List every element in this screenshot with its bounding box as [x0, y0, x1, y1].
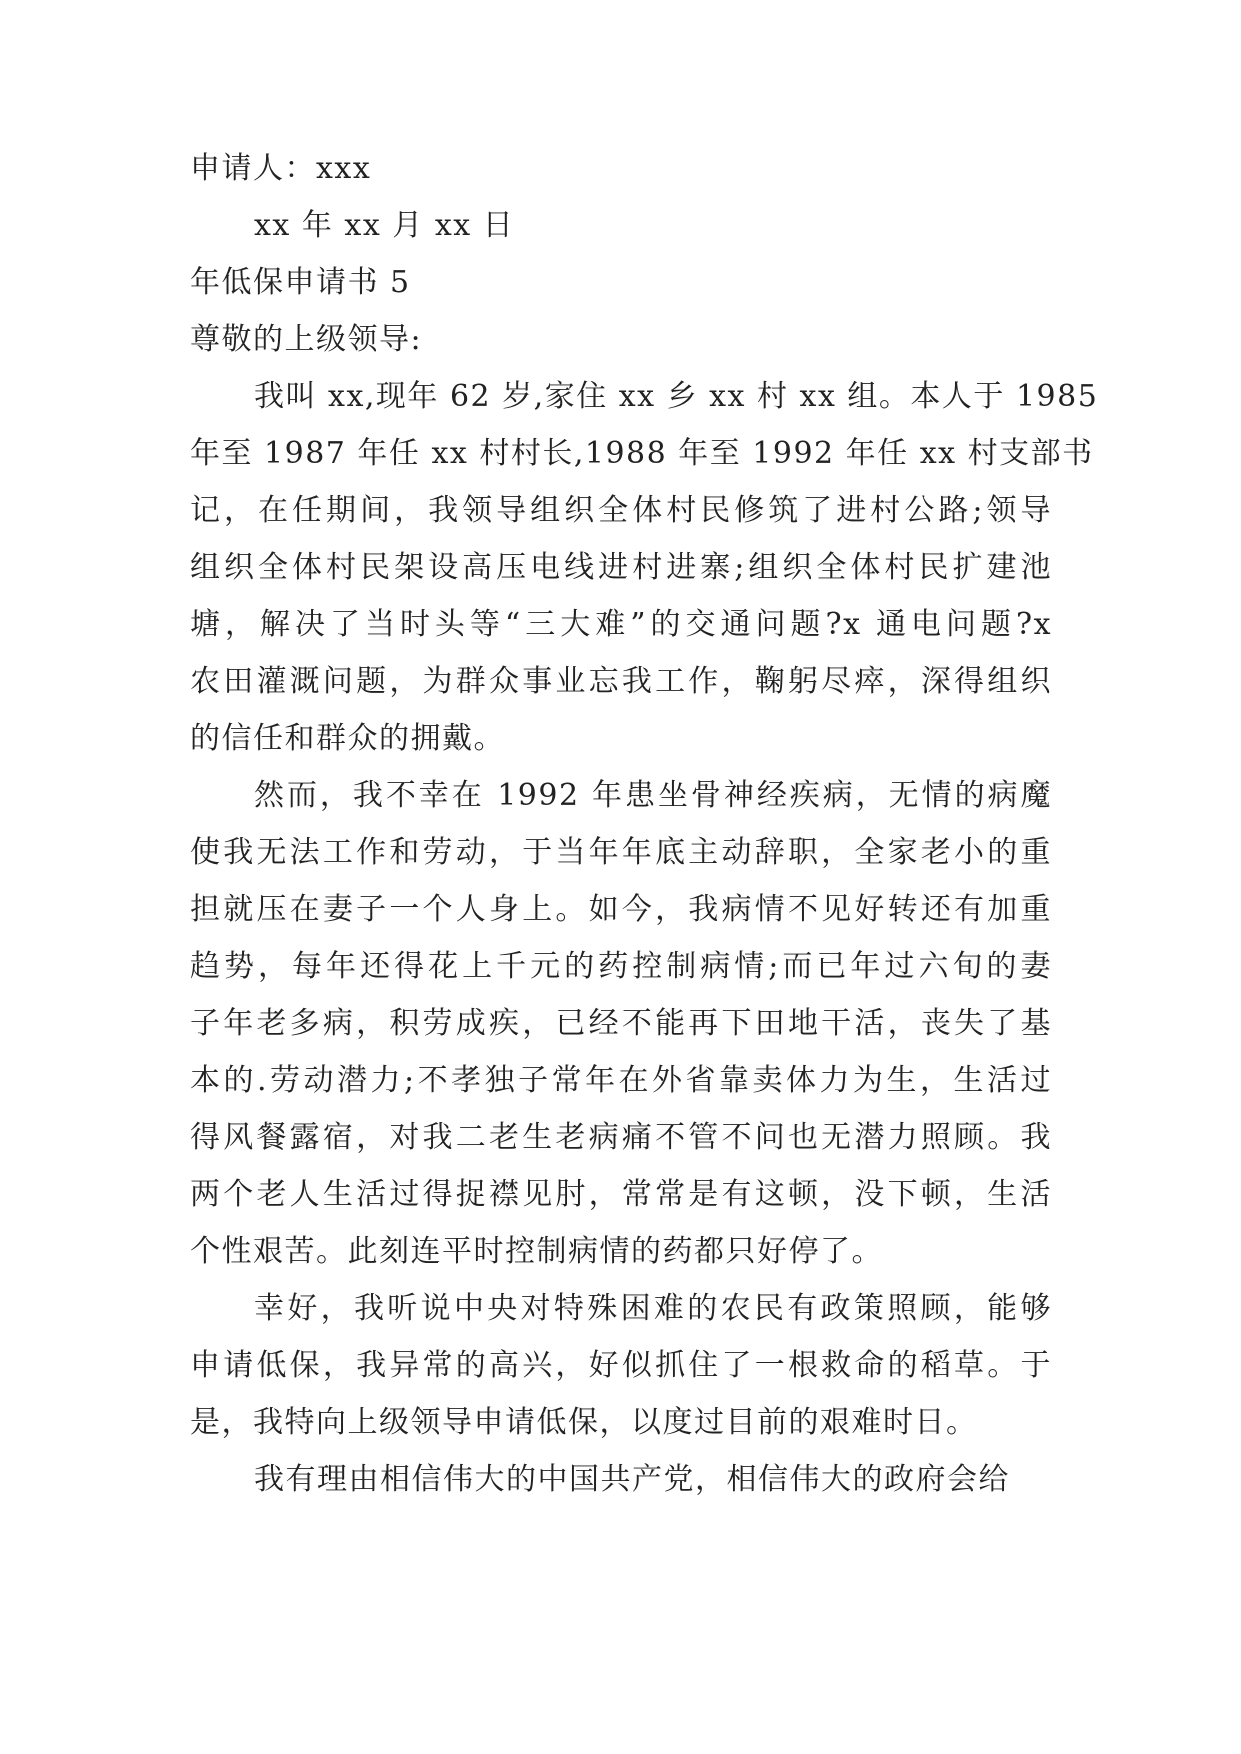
paragraph-line: 使我无法工作和劳动，于当年年底主动辞职，全家老小的重 [190, 835, 1052, 870]
document-page [190, 150, 1099, 1518]
paragraph-line: 担就压在妻子一个人身上。如今，我病情不见好转还有加重 [190, 892, 1052, 927]
body-text [190, 378, 1099, 1499]
paragraph-line: 申请低保，我异常的高兴，好似抓住了一根救命的稻草。于 [190, 1348, 1052, 1383]
paragraph [190, 1290, 1052, 1442]
document-title: 年低保申请书 5 [190, 265, 411, 300]
paragraph-line: 农田灌溉问题，为群众事业忘我工作，鞠躬尽瘁，深得组织 [190, 664, 1052, 699]
date-line: xx 年 xx 月 xx 日 [254, 208, 515, 243]
paragraph-line: 我有理由相信伟大的中国共产党，相信伟大的政府会给 [254, 1462, 1010, 1497]
paragraph-line: 我叫 xx,现年 62 岁,家住 xx 乡 xx 村 xx 组。本人于 1985 [254, 379, 1099, 414]
paragraph-line: 个性艰苦。此刻连平时控制病情的药都只好停了。 [190, 1234, 883, 1269]
paragraph-line: 的信任和群众的拥戴。 [190, 721, 505, 756]
paragraph-line: 幸好，我听说中央对特殊困难的农民有政策照顾，能够 [254, 1291, 1052, 1326]
paragraph-line: 塘，解决了当时头等“三大难”的交通问题?x 通电问题?x [190, 607, 1052, 642]
paragraph [190, 777, 1052, 1271]
paragraph-line: 得风餐露宿，对我二老生老病痛不管不问也无潜力照顾。我 [190, 1120, 1052, 1155]
applicant-line: 申请人：xxx [190, 151, 372, 186]
paragraph-line: 两个老人生活过得捉襟见肘，常常是有这顿，没下顿，生活 [190, 1177, 1052, 1212]
paragraph [190, 378, 1099, 758]
paragraph-line: 组织全体村民架设高压电线进村进寨;组织全体村民扩建池 [190, 550, 1052, 585]
paragraph-line: 子年老多病，积劳成疾，已经不能再下田地干活，丧失了基 [190, 1006, 1052, 1041]
paragraph-line: 记，在任期间，我领导组织全体村民修筑了进村公路;领导 [190, 493, 1052, 528]
paragraph-line: 是，我特向上级领导申请低保，以度过目前的艰难时日。 [190, 1405, 978, 1440]
paragraph-line: 本的.劳动潜力;不孝独子常年在外省靠卖体力为生，生活过 [190, 1063, 1052, 1098]
paragraph [190, 1461, 1052, 1499]
paragraph-line: 趋势，每年还得花上千元的药控制病情;而已年过六旬的妻 [190, 949, 1052, 984]
paragraph-line: 年至 1987 年任 xx 村村长,1988 年至 1992 年任 xx 村支部书 [190, 436, 1094, 471]
salutation: 尊敬的上级领导: [190, 322, 423, 357]
paragraph-line: 然而，我不幸在 1992 年患坐骨神经疾病，无情的病魔 [254, 778, 1052, 813]
